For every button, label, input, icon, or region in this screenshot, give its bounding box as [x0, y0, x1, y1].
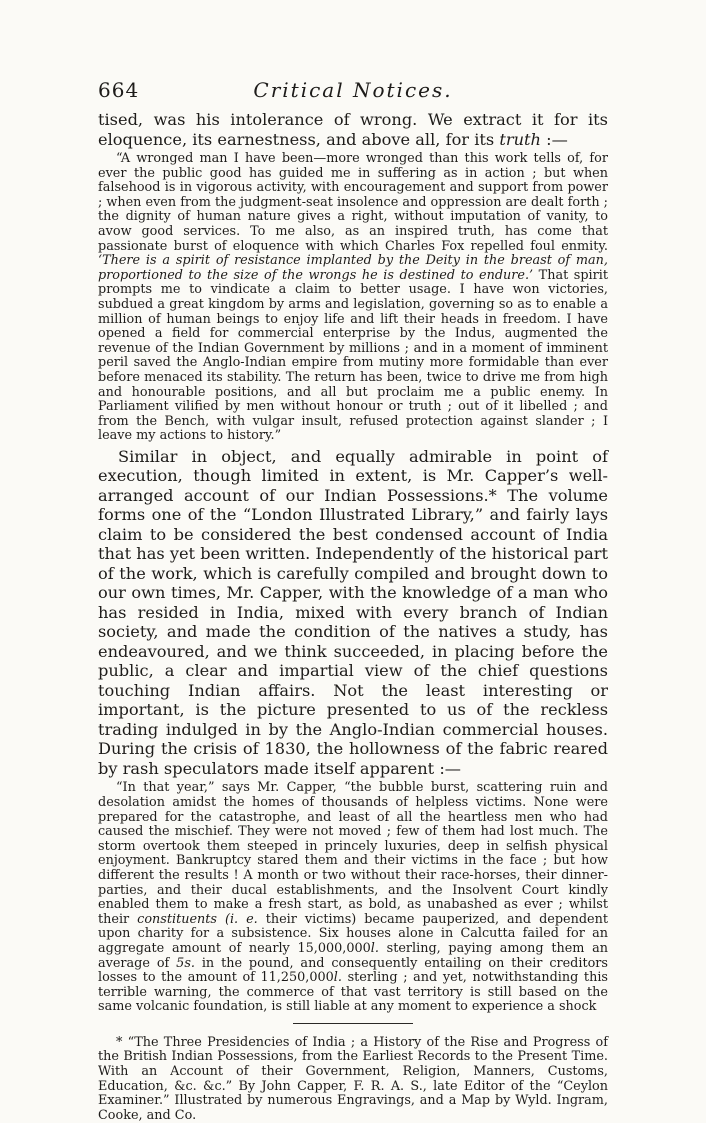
napier-quote	[98, 152, 608, 444]
page-header	[98, 78, 608, 102]
capper-quote-italic-1: constituents (i. e.	[137, 911, 258, 927]
running-title: Critical Notices.	[253, 78, 453, 102]
capper-quote	[98, 781, 608, 1015]
capper-quote-part-1: “In that year,” says Mr. Capper, “the bubble burst, scattering ruin and desolation amidst the homes of thousands of helpless victims. None were prepared for the catastrophe, and least of all the heartless men who had caused the mischief. They were not moved ; few of them had lost much. The storm overtook them steeped in princely luxuries, deep in selfish physical enjoyment. Bankruptcy stared them and their victims in the face ; but how different the results ! A month or two without their race-horses, their dinner-parties, and their ducal establishments, and the Insolvent Court kindly enabled them to make a fresh start, as bold, as unabashed as ever ; whilst their	[98, 780, 608, 927]
capper-quote-italic-3: 5s.	[176, 955, 195, 971]
capper-quote-italic-2: l.	[370, 940, 379, 956]
intro-paragraph	[98, 110, 608, 149]
capper-quote-part-5: sterling ; and yet, notwithstanding this terrible warning, the commerce of that vast territory is still based on the same volcanic foundation, is still liable at any moment to experience a shock	[98, 970, 608, 1015]
intro-emphasis: truth	[499, 129, 541, 149]
capper-quote-italic-4: l.	[333, 970, 342, 986]
page-number: 664	[98, 78, 140, 102]
napier-quote-part-2: That spirit prompts me to vindicate a claim to better usage. I have won victories, subdued a great kingdom by arms and legislation, governing so as to enable a million of human beings to enjoy life and lift their heads in freedom. I have opened a field for commercial enterprise by the Indus, augmented the revenue of the Indian Government by millions ; and in a moment of imminent peril saved the Anglo-Indian empire from mutiny more formidable than ever before menaced its stability. The return has been, twice to drive me from high and honourable positions, and all but proclaim me a public enemy. In Parliament vilified by men without honour or truth ; out of it libelled ; and from the Bench, with vulgar insult, refused protection against slander ; I leave my actions to history.”	[98, 267, 608, 444]
capper-quote-part-3: sterling, paying among them an average of	[98, 940, 608, 971]
capper-quote-part-4: in the pound, and consequently entailing on their creditors losses to the amount of 11,250,000	[98, 955, 608, 986]
capper-quote-part-2: their victims) became pauperized, and dependent upon charity for a subsistence. Six houses alone in Calcutta failed for an aggregate amount of nearly 15,000,000	[98, 911, 608, 956]
fox-quotation: ‘There is a spirit of resistance implanted by the Deity in the breast of man, proportioned to the size of the wrongs he is destined to endure.’	[98, 253, 608, 283]
capper-review-paragraph: Similar in object, and equally admirable in point of execution, though limited in extent, is Mr. Capper’s well-arranged account of our Indian Possessions.* The volume forms one of the “London Illustrated Library,” and fairly lays claim to be considered the best condensed account of India that has yet been written. Independently of the historical part of the work, which is carefully compiled and brought down to our own times, Mr. Capper, with the knowledge of a man who has resided in India, mixed with every branch of Indian society, and made the condition of the natives a study, has endeavoured, and we think succeeded, in placing before the public, a clear and impartial view of the chief questions touching Indian affairs. Not the least interesting or important, is the picture presented to us of the reckless trading indulged in by the Anglo-Indian commercial houses. During the crisis of 1830, the hollowness of the fabric reared by rash speculators made itself apparent :—	[98, 446, 608, 778]
intro-text: tised, was his intolerance of wrong. We extract it for its eloquence, its earnestness, and above all, for its	[98, 110, 608, 149]
footnote: * “The Three Presidencies of India ; a History of the Rise and Progress of the British Indian Possessions, from the Earliest Records to the Present Time. With an Account of their Government, Religion, Manners, Customs, Education, &c. &c.” By John Capper, F. R. A. S., late Editor of the “Ceylon Examiner.” Illustrated by numerous Engravings, and a Map by Wyld. Ingram, Cooke, and Co.	[98, 1034, 608, 1123]
text-column	[98, 110, 608, 1123]
napier-quote-part-1: “A wronged man I have been—more wronged than this work tells of, for ever the public good has guided me in suffering as in action ; but when falsehood is in vigorous activity, with encouragement and support from power ; when even from the judgment-seat insolence and oppression are dealt forth ; the dignity of human nature gives a right, without imputation of vanity, to avow good services. To me also, as an inspired truth, has come that passionate burst of eloquence with which Charles Fox repelled foul enmity.	[98, 151, 608, 254]
footnote-divider	[293, 1023, 413, 1024]
intro-tail: :—	[546, 129, 568, 149]
